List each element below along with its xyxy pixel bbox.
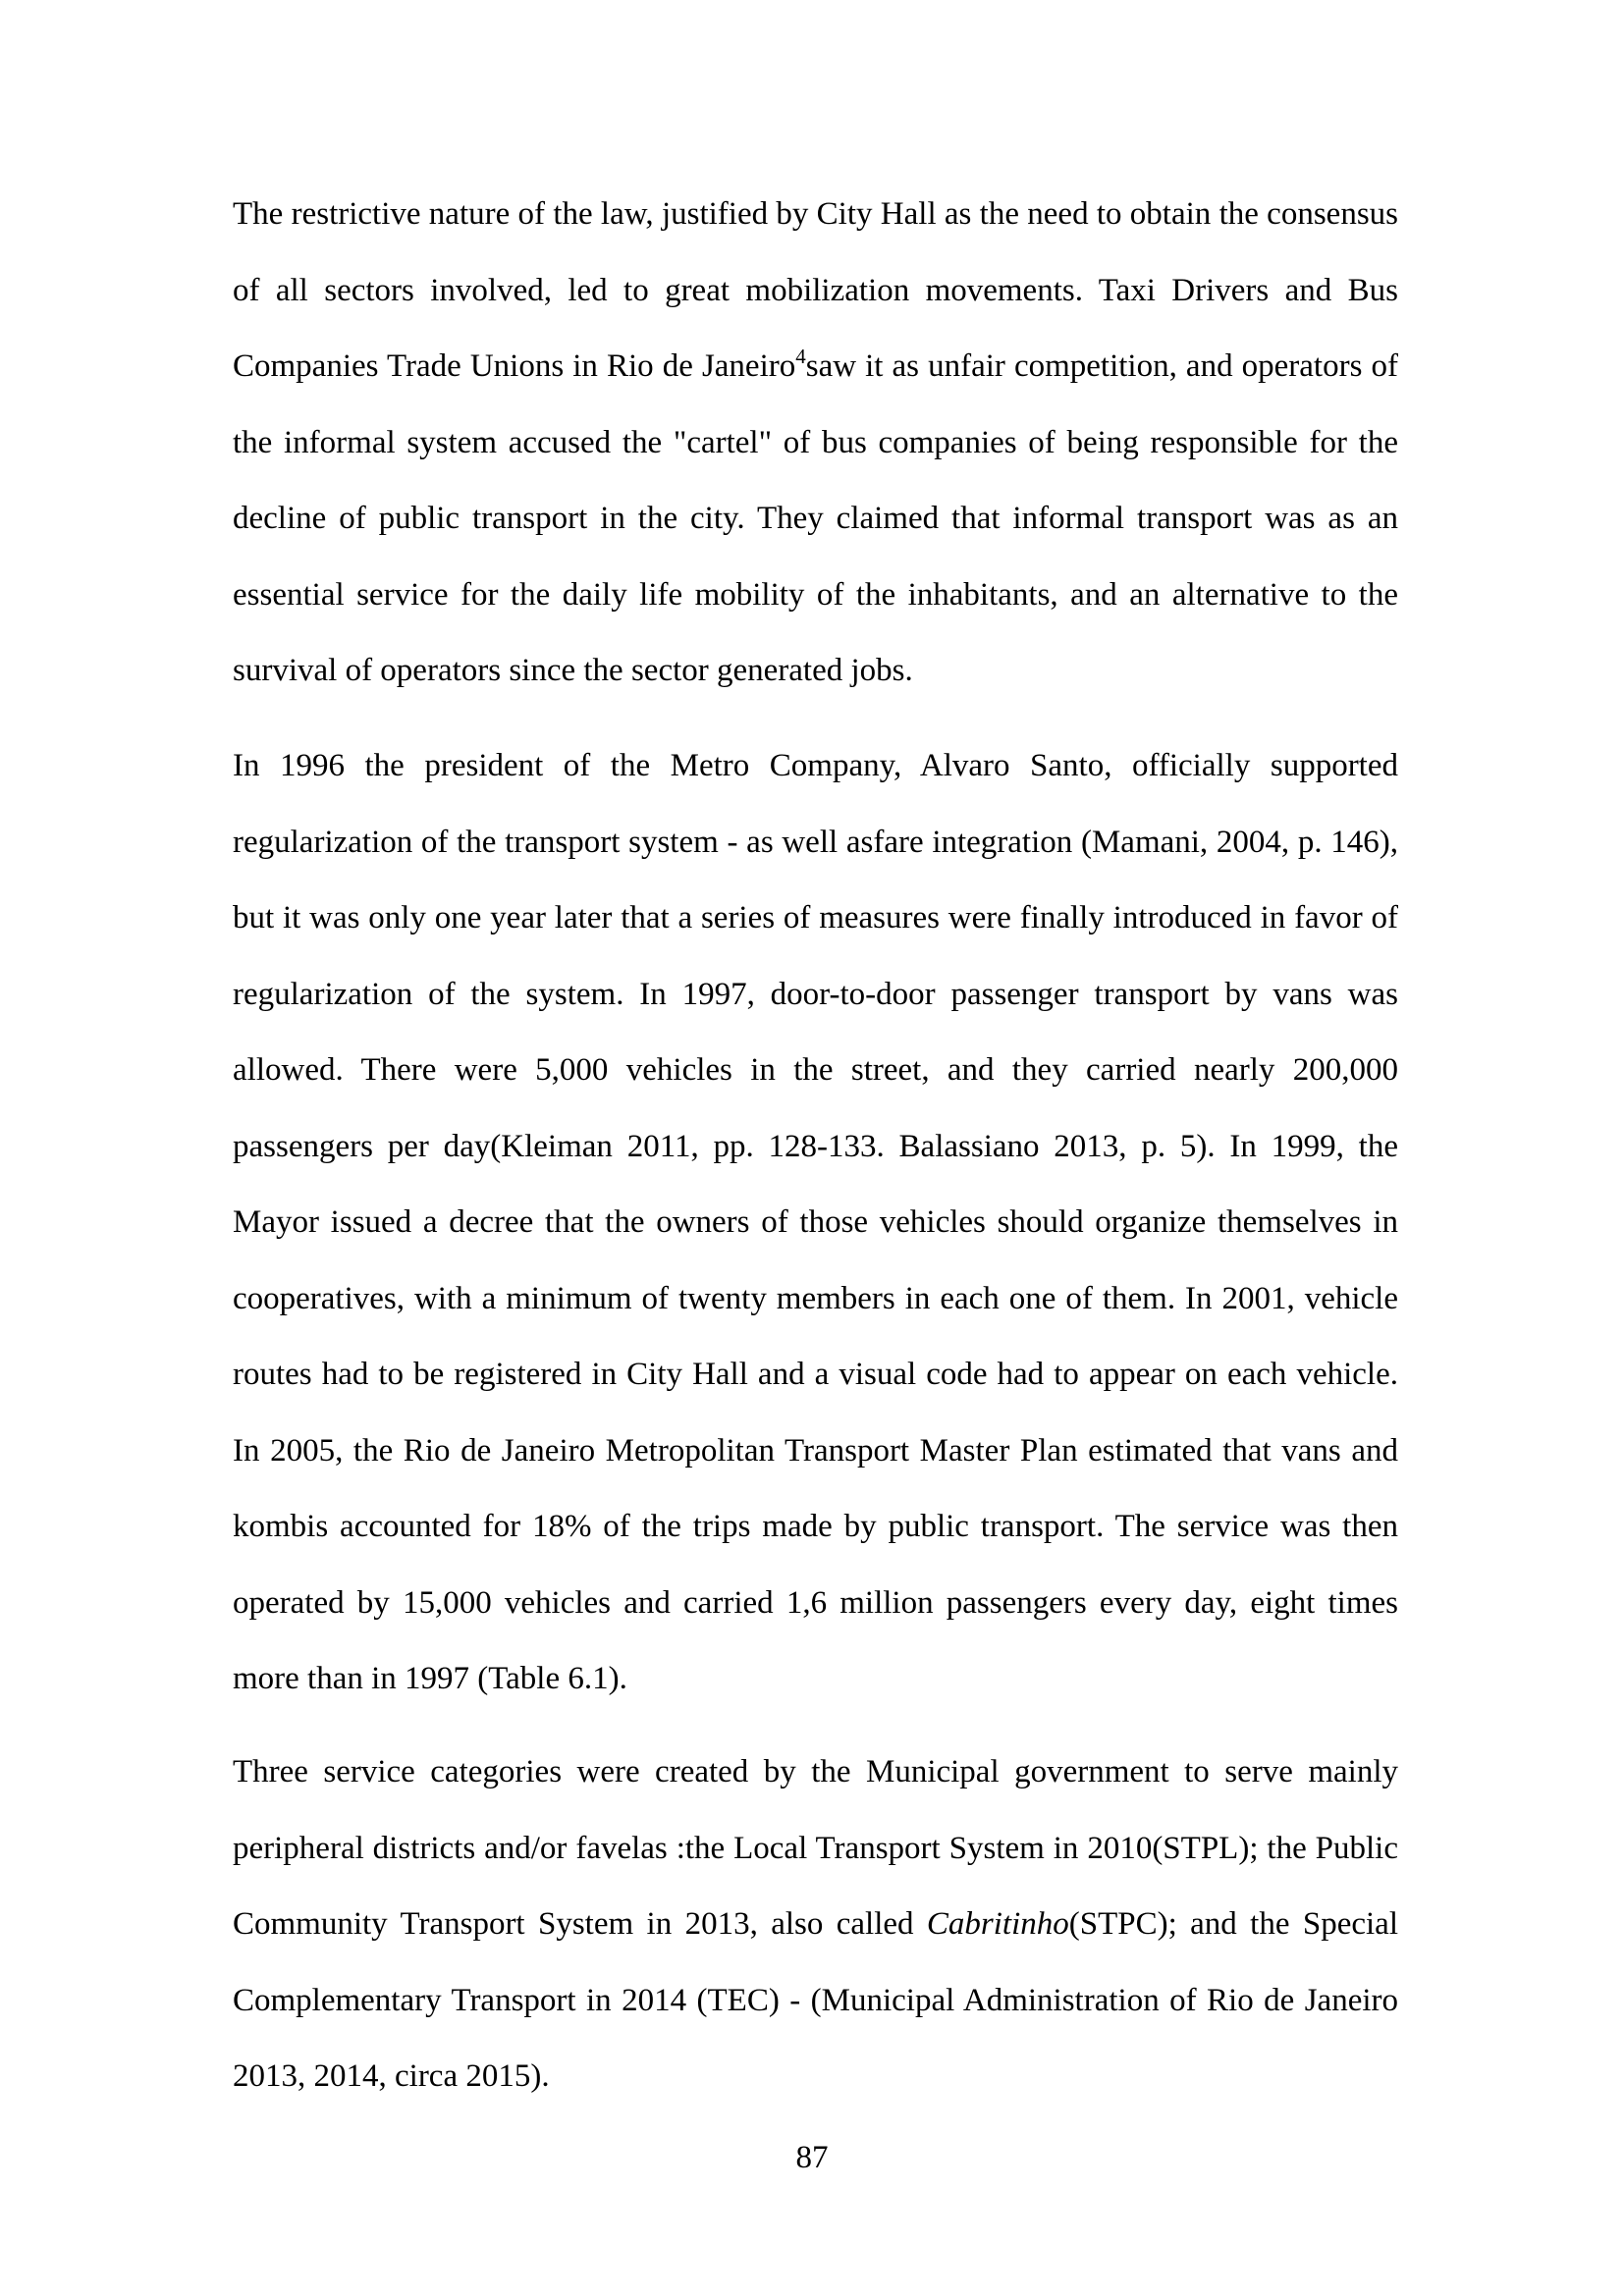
footnote-marker: 4	[795, 345, 806, 368]
paragraph-1-text-end: saw it as unfair competition, and operators of the informal system accused the "cartel" of bus companies of being responsible for the decline of public transport in the city. They claimed that informal transport was as an essential service for the daily life mobility of the inhabitants, and an alternative to the survival of operators since the sector generated jobs.	[233, 348, 1398, 688]
italic-term-cabritinho: Cabritinho	[926, 1906, 1069, 1942]
paragraph-text	[233, 728, 1398, 1718]
page-number: 87	[795, 2140, 829, 2175]
paragraph-3-text-end: (STPC); and the Special Complementary Transport in 2014 (TEC) - (Municipal Administration of Rio de Janeiro 2013, 2014, circa 2015).	[233, 1906, 1398, 2094]
paragraph-regularization-history	[233, 728, 1398, 1718]
paragraph-service-categories	[233, 1735, 1398, 2115]
paragraph-text	[233, 177, 1398, 710]
paragraph-informal-transport-conflict	[233, 177, 1398, 710]
paragraph-text	[233, 1735, 1398, 2115]
paragraph-3-text-start: Three service categories were created by the Municipal government to serve mainly peripheral districts and/or favelas :the Local Transport System in 2010(STPL); the Public Community Transport System in 2013, also called	[233, 1754, 1398, 1942]
paragraph-2-text: In 1996 the president of the Metro Company, Alvaro Santo, officially supported regularization of the transport system - as well asfare integration (Mamani, 2004, p. 146), but it was only one year later that a series of measures were finally introduced in favor of regularization of the system. In 1997, door-to-door passenger transport by vans was allowed. There were 5,000 vehicles in the street, and they carried nearly 200,000 passengers per day(Kleiman 2011, pp. 128-133. Balassiano 2013, p. 5). In 1999, the Mayor issued a decree that the owners of those vehicles should organize themselves in cooperatives, with a minimum of twenty members in each one of them. In 2001, vehicle routes had to be registered in City Hall and a visual code had to appear on each vehicle. In 2005, the Rio de Janeiro Metropolitan Transport Master Plan estimated that vans and kombis accounted for 18% of the trips made by public transport. The service was then operated by 15,000 vehicles and carried 1,6 million passengers every day, eight times more than in 1997 (Table 6.1).	[233, 748, 1398, 1696]
paragraph-1-text-start: The restrictive nature of the law, justified by City Hall as the need to obtain the consensus of all sectors involved, led to great mobilization movements. Taxi Drivers and Bus Companies Trade Unions in Rio de Janeiro	[233, 196, 1398, 384]
